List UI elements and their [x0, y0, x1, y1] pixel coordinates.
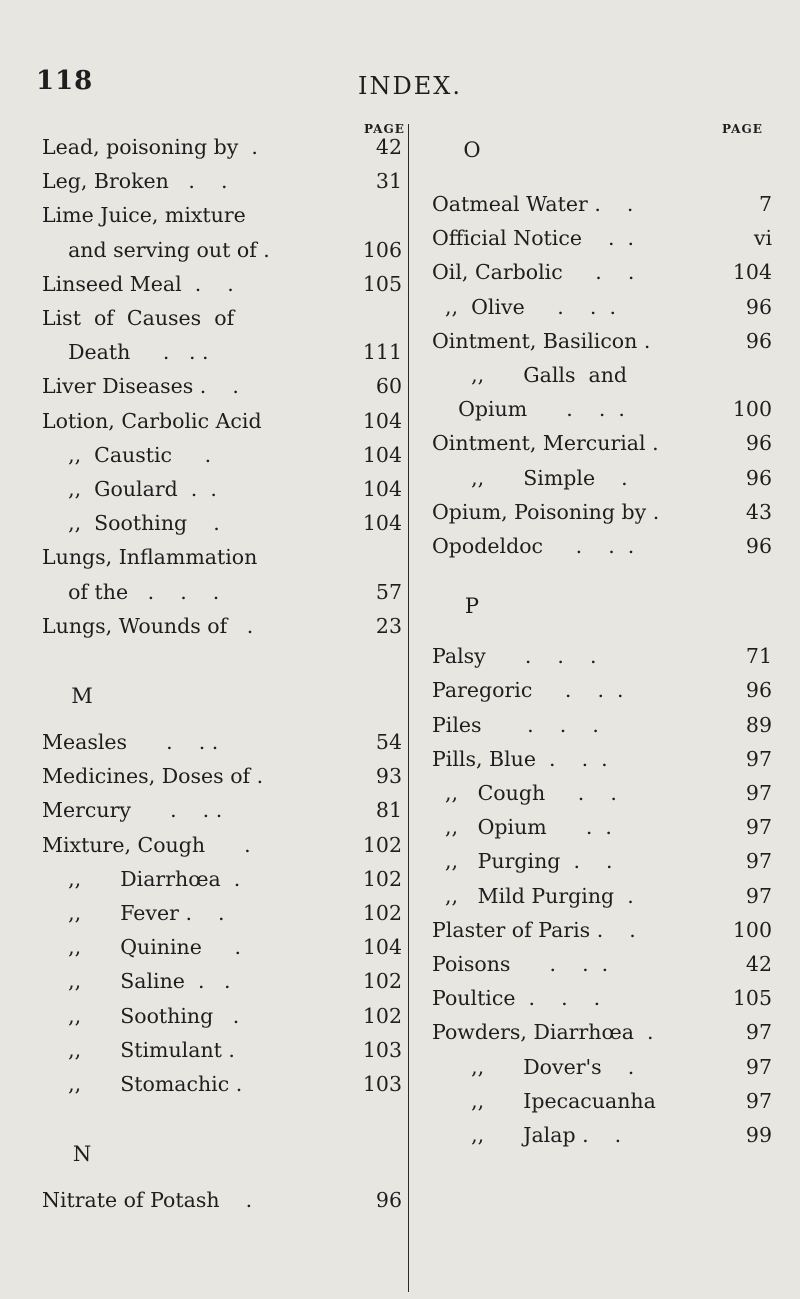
- entry-text: Oil, Carbolic . .: [432, 260, 635, 285]
- entry-page: 97: [745, 883, 772, 908]
- index-entry: [0, 849, 800, 873]
- entry-text: Lungs, Inflammation: [42, 545, 258, 570]
- entry-page: 102: [362, 1003, 402, 1028]
- entry-page: 97: [745, 849, 772, 874]
- entry-page: 42: [375, 135, 402, 159]
- entry-page: 42: [745, 952, 772, 976]
- page-number: 118: [36, 66, 94, 96]
- entry-text: Measles . . .: [42, 730, 219, 754]
- index-entry: [0, 500, 800, 524]
- entry-text: ,, Soothing .: [42, 1003, 240, 1028]
- entry-page: 54: [375, 730, 402, 754]
- index-entry: [0, 135, 800, 159]
- entry-text: Opium, Poisoning by .: [432, 499, 660, 524]
- entry-text: Poisons . . .: [432, 952, 609, 976]
- entry-text: and serving out of .: [42, 237, 270, 262]
- entry-text: Official Notice . .: [432, 226, 635, 251]
- entry-text: ,, Saline . .: [42, 969, 231, 994]
- entry-page: 96: [375, 1188, 402, 1213]
- entry-text: ,, Caustic .: [42, 442, 212, 467]
- index-entry: [0, 918, 800, 942]
- entry-text: ,, Opium . .: [432, 815, 612, 840]
- entry-text: Medicines, Doses of .: [42, 764, 264, 789]
- entry-text: ,, Jalap . .: [432, 1123, 622, 1147]
- entry-text: Opodeldoc . . .: [432, 534, 635, 558]
- page-column-label: PAGE: [722, 122, 763, 136]
- entry-text: ,, Cough . .: [432, 781, 617, 805]
- entry-page: 97: [745, 1088, 772, 1113]
- entry-page: 103: [362, 1037, 402, 1062]
- index-entry: [0, 580, 800, 604]
- entry-page: 57: [375, 579, 402, 604]
- entry-page: 104: [362, 408, 402, 433]
- entry-text: of the . . .: [42, 579, 220, 604]
- entry-text: ,, Purging . .: [432, 849, 613, 874]
- entry-text: Oatmeal Water . .: [432, 192, 634, 216]
- entry-page: 104: [362, 511, 402, 536]
- entry-page: 93: [375, 764, 402, 789]
- index-entry: [0, 329, 800, 353]
- entry-page: 102: [362, 901, 402, 925]
- index-entry: [0, 986, 800, 1010]
- entry-text: Mercury . . .: [42, 798, 223, 823]
- index-entry: [0, 781, 800, 805]
- entry-page: 103: [362, 1072, 402, 1096]
- entry-page: 99: [745, 1123, 772, 1147]
- entry-page: 31: [375, 169, 402, 194]
- entry-text: ,, Quinine .: [42, 935, 241, 960]
- entry-text: List of Causes of: [42, 306, 235, 330]
- entry-text: Lotion, Carbolic Acid: [42, 408, 262, 433]
- entry-page: 97: [745, 815, 772, 840]
- entry-text: Lead, poisoning by .: [42, 135, 258, 159]
- entry-page: 97: [745, 781, 772, 805]
- entry-page: 104: [732, 260, 772, 285]
- entry-text: Mixture, Cough .: [42, 832, 251, 857]
- index-entry: [0, 1123, 800, 1147]
- running-title: INDEX.: [358, 72, 462, 100]
- entry-page: 81: [375, 798, 402, 823]
- entry-page: 71: [745, 644, 772, 669]
- index-entry: [0, 678, 800, 702]
- entry-text: Powders, Diarrhœa .: [432, 1020, 654, 1045]
- entry-text: Lungs, Wounds of .: [42, 613, 254, 638]
- page-header: [0, 0, 800, 100]
- entry-page: 100: [732, 397, 772, 422]
- section-letter: N: [72, 1142, 92, 1167]
- entry-page: 96: [745, 678, 772, 703]
- entry-text: Linseed Meal . .: [42, 271, 234, 296]
- index-entry: [0, 1020, 800, 1044]
- entry-text: ,, Goulard . .: [42, 477, 217, 501]
- entry-text: Nitrate of Potash .: [42, 1188, 253, 1213]
- entry-page: 96: [745, 465, 772, 490]
- section-letter: O: [463, 138, 481, 162]
- entry-text: ,, Fever . .: [42, 901, 225, 925]
- index-entry: [0, 1188, 800, 1212]
- entry-page: 97: [745, 1054, 772, 1079]
- entry-page: 102: [362, 866, 402, 891]
- entry-text: ,, Diarrhœa .: [42, 866, 241, 891]
- entry-page: 97: [745, 1020, 772, 1045]
- entry-text: Plaster of Paris . .: [432, 917, 636, 942]
- entry-page: 96: [745, 294, 772, 319]
- index-entry: [0, 397, 800, 421]
- entry-page: 89: [745, 712, 772, 737]
- entry-text: Ointment, Basilicon .: [432, 328, 651, 353]
- entry-page: 60: [375, 374, 402, 399]
- index-entry: [0, 747, 800, 771]
- entry-text: Liver Diseases . .: [42, 374, 239, 399]
- index-entry: [0, 1055, 800, 1079]
- index-entry: [0, 431, 800, 455]
- entry-page: 106: [362, 237, 402, 262]
- index-entry: [0, 192, 800, 216]
- index-entry: [0, 260, 800, 284]
- entry-text: ,, Simple .: [432, 465, 628, 490]
- section-letter: M: [71, 684, 93, 708]
- entry-text: ,, Dover's .: [432, 1054, 635, 1079]
- index-entry: [0, 614, 800, 638]
- entry-text: Paregoric . . .: [432, 678, 624, 703]
- entry-page: 104: [362, 442, 402, 467]
- entry-text: ,, Galls and: [432, 363, 628, 387]
- index-entry: [0, 815, 800, 839]
- index-entry: [0, 952, 800, 976]
- entry-page: 96: [745, 534, 772, 558]
- entry-page: 104: [362, 477, 402, 501]
- entry-text: Death . . .: [42, 340, 209, 365]
- index-entry: [0, 169, 800, 193]
- index-entry: [0, 466, 800, 490]
- page-column-label: PAGE: [364, 122, 405, 136]
- entry-text: Opium . . .: [432, 397, 625, 422]
- entry-page: 97: [745, 746, 772, 771]
- entry-page: 43: [745, 499, 772, 524]
- entry-text: Pills, Blue . . .: [432, 746, 608, 771]
- entry-text: ,, Mild Purging .: [432, 883, 634, 908]
- entry-page: 104: [362, 935, 402, 960]
- entry-page: vi: [753, 226, 772, 251]
- entry-text: ,, Ipecacuanha: [432, 1088, 656, 1113]
- index-entry: [0, 534, 800, 558]
- entry-page: 7: [758, 192, 772, 216]
- entry-page: 102: [362, 832, 402, 857]
- index-entry: [0, 1089, 800, 1113]
- entry-page: 96: [745, 328, 772, 353]
- entry-page: 100: [732, 917, 772, 942]
- entry-text: Piles . . .: [432, 712, 599, 737]
- index-entry: [0, 226, 800, 250]
- entry-text: ,, Olive . . .: [432, 294, 616, 319]
- entry-text: ,, Stimulant .: [42, 1037, 235, 1062]
- entry-text: Palsy . . .: [432, 644, 597, 669]
- entry-page: 102: [362, 969, 402, 994]
- index-entry: [0, 363, 800, 387]
- index-entry: [0, 644, 800, 668]
- entry-page: 23: [375, 613, 402, 638]
- section-letter: P: [464, 594, 480, 619]
- index-entry: [0, 884, 800, 908]
- index-entry: [0, 295, 800, 319]
- entry-text: Poultice . . .: [432, 986, 601, 1011]
- entry-text: Leg, Broken . .: [42, 169, 228, 194]
- entry-text: ,, Stomachic .: [42, 1072, 243, 1096]
- entry-page: 105: [732, 986, 772, 1011]
- entry-page: 96: [745, 431, 772, 456]
- entry-page: 111: [362, 340, 402, 365]
- index-entry: [0, 713, 800, 737]
- entry-text: ,, Soothing .: [42, 511, 220, 536]
- entry-text: Lime Juice, mixture: [42, 203, 246, 228]
- entry-text: Ointment, Mercurial .: [432, 431, 659, 456]
- entry-page: 105: [362, 271, 402, 296]
